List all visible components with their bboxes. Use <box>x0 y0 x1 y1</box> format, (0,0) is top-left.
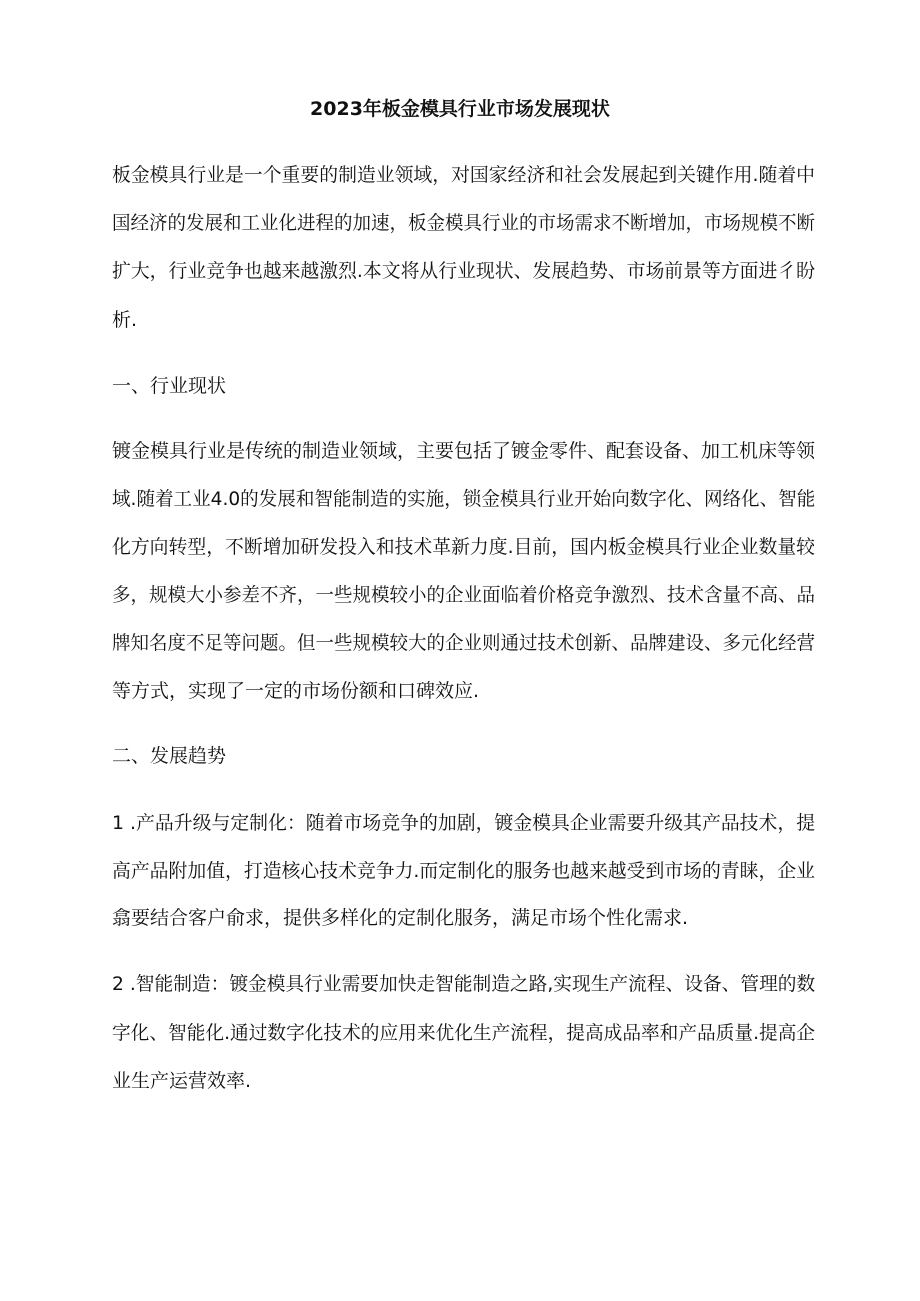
section1-line: 多，规模大小参差不齐，一些规模较小的企业面临着价格竞争激烈、技术含量不高、品 <box>112 584 816 606</box>
trend-item2-line: 2 .智能制造：镀金模具行业需要加快走智能制造之路,实现生产流程、设备、管理的数 <box>112 973 816 995</box>
section1-line: 等方式，实现了一定的市场份额和口碑效应. <box>112 680 480 702</box>
section1-line: 镀金模具行业是传统的制造业领域，主要包括了镀金零件、配套设备、加工机床等领 <box>112 440 816 462</box>
section1-line: 化方向转型，不断增加研发投入和技术革新力度.目前，国内板金模具行业企业数量较 <box>112 536 816 558</box>
trend-item1-line: 翕要结合客户俞求，提供多样化的定制化服务，满足市场个性化需求. <box>112 907 689 929</box>
intro-line: 国经济的发展和工业化进程的加速，板金模具行业的市场需求不断增加，市场规模不断 <box>112 212 816 234</box>
intro-line: 析. <box>112 309 138 331</box>
intro-line: 扩大，行业竞争也越来越激烈.本文将从行业现状、发展趋势、市场前景等方面进彳盼 <box>112 260 816 282</box>
section-heading-development-trend: 二、发展趋势 <box>112 745 227 767</box>
trend-item1-line: 高产品附加值，打造核心技术竞争力.而定制化的服务也越来越受到市场的青睐，企业 <box>112 860 816 882</box>
trend-item2-line: 字化、智能化.通过数字化技术的应用来优化生产流程，提高成品率和产品质量.提高企 <box>112 1022 816 1044</box>
intro-line: 板金模具行业是一个重要的制造业领域，对国家经济和社会发展起到关键作用.随着中 <box>112 164 816 186</box>
section1-line: 牌知名度不足等问题。但一些规模较大的企业则通过技术创新、品牌建设、多元化经营 <box>112 632 816 654</box>
trend-item1-line: 1 .产品升级与定制化：随着市场竞争的加剧，镀金模具企业需要升级其产品技术，提 <box>112 812 816 834</box>
trend-item2-line: 业生产运营效率. <box>112 1070 252 1092</box>
document-title: 2023年板金模具行业市场发展现状 <box>310 98 610 120</box>
section1-line: 域.随着工业4.0的发展和智能制造的实施，锁金模具行业开始向数字化、网络化、智能 <box>112 488 816 510</box>
section-heading-industry-status: 一、行业现状 <box>112 375 227 397</box>
